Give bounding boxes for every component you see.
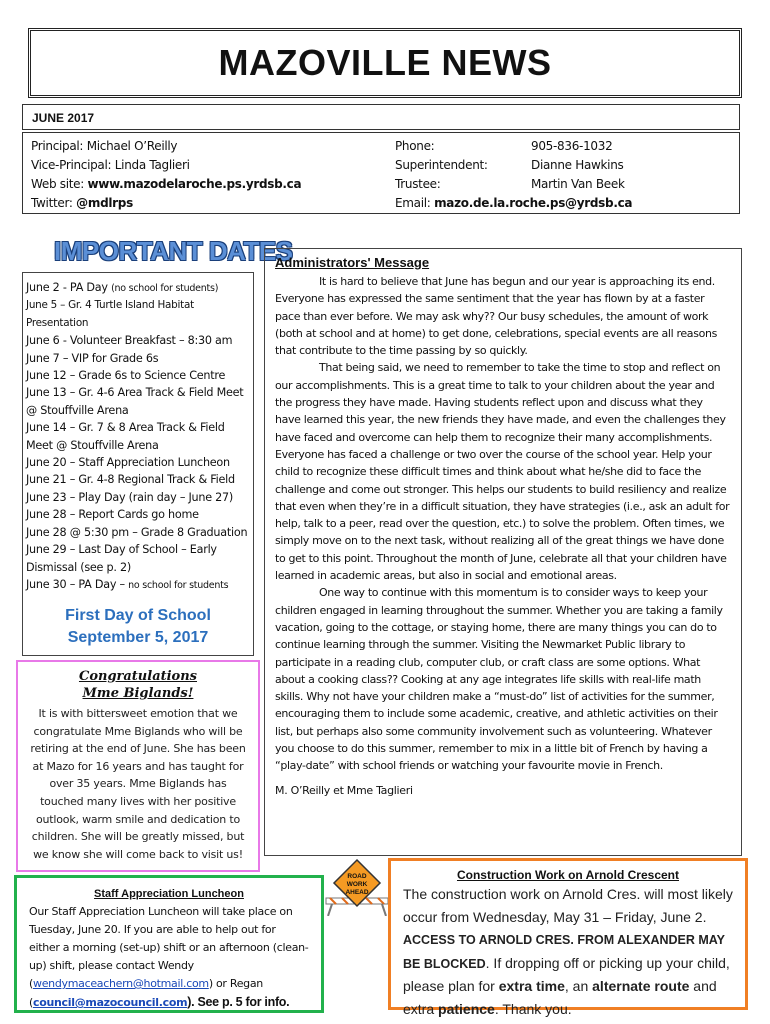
road-work-sign-icon <box>318 858 396 916</box>
website-row <box>31 177 301 191</box>
date-item: June 20 – Staff Appreciation Luncheon <box>26 456 230 470</box>
staff-appreciation-title: Staff Appreciation Luncheon <box>94 888 244 900</box>
email-row <box>395 196 632 210</box>
council-email-link[interactable]: council@mazocouncil.com <box>33 996 188 1009</box>
vice-principal-name: Linda Taglieri <box>114 158 190 172</box>
date-item: June 6 - Volunteer Breakfast – 8:30 am <box>26 334 233 348</box>
svg-text:WORK: WORK <box>346 881 368 888</box>
contact-label: Email: <box>395 196 431 210</box>
date-item <box>26 576 250 594</box>
date-item: June 7 – VIP for Grade 6s <box>26 351 159 365</box>
staff-text: Our Staff Appreciation Luncheon will take place on Tuesday, June 20. If you are able to help out for either a morning (set-up) shift or an afternoon (clean-up) shift, please contact Wendy ( <box>29 905 309 990</box>
first-day-date: September 5, 2017 <box>67 629 209 646</box>
email-link[interactable]: mazo.de.la.roche.ps@yrdsb.ca <box>434 196 633 210</box>
date-item: June 14 – Gr. 7 & 8 Area Track & Field Meet @ Stouffville Arena <box>26 421 225 452</box>
twitter-row <box>31 196 133 210</box>
date-item <box>26 279 250 297</box>
phone-value: 905-836-1032 <box>531 139 613 153</box>
construction-emphasis: extra time <box>498 978 565 994</box>
staff-appreciation-text <box>29 903 309 1012</box>
construction-text-part: . If dropping off or picking up your child, please plan for <box>403 954 730 994</box>
phone-label: Phone: <box>395 139 435 153</box>
date-text: June 30 – PA Day – <box>26 577 129 591</box>
construction-warning: ACCESS TO ARNOLD CRES. FROM ALEXANDER MAY BE BLOCKED <box>403 933 725 971</box>
date-item <box>26 297 250 332</box>
masthead <box>28 28 742 98</box>
construction-title: Construction Work on Arnold Crescent <box>456 868 679 882</box>
vice-principal-row <box>31 158 190 172</box>
congratulations-box <box>16 660 260 872</box>
date-text: June 5 – Gr. 4 Turtle Island Habitat Presentation <box>26 299 194 329</box>
admin-message-title: Administrators' Message <box>275 255 430 270</box>
construction-text-part: . Thank you. <box>494 1000 572 1017</box>
staff-see-page: ). See p. 5 for info. <box>187 995 290 1009</box>
newsletter-title: MAZOVILLE NEWS <box>218 42 552 83</box>
contact-info <box>22 132 740 214</box>
congratulations-title <box>30 668 246 702</box>
important-dates-banner: IMPORTANT DATES <box>54 236 293 266</box>
date-item: June 13 – Gr. 4-6 Area Track & Field Meet @ Stouffville Arena <box>26 386 244 417</box>
contact-label: Twitter: <box>31 196 73 210</box>
admin-signoff: M. O’Reilly et Mme Taglieri <box>275 783 413 797</box>
first-day-label: First Day of School <box>65 607 211 624</box>
superintendent-label: Superintendent: <box>395 158 488 172</box>
date-note: no school for students <box>128 579 229 591</box>
principal-name: Michael O’Reilly <box>86 139 178 153</box>
first-day-of-school <box>22 605 254 649</box>
staff-text: ) or Regan ( <box>29 977 263 1009</box>
twitter-handle[interactable]: @mdlrps <box>76 196 133 210</box>
date-item: June 21 – Gr. 4-8 Regional Track & Field <box>26 473 235 487</box>
date-item: June 28 – Report Cards go home <box>26 508 199 522</box>
date-item: June 28 @ 5:30 pm – Grade 8 Graduation <box>26 525 248 539</box>
congrats-title-line: Congratulations <box>78 669 198 684</box>
website-link[interactable]: www.mazodelaroche.ps.yrdsb.ca <box>87 177 302 191</box>
svg-text:AHEAD: AHEAD <box>345 889 369 896</box>
issue-month: JUNE 2017 <box>22 104 740 130</box>
trustee-label: Trustee: <box>395 177 441 191</box>
congrats-title-line: Mme Biglands! <box>82 686 194 701</box>
date-item: June 23 – Play Day (rain day – June 27) <box>26 490 234 504</box>
date-item: June 12 – Grade 6s to Science Centre <box>26 369 226 383</box>
important-dates-list <box>22 272 254 656</box>
administrators-message <box>264 248 742 856</box>
superintendent-value: Dianne Hawkins <box>531 158 624 172</box>
construction-text-part: and extra <box>403 978 717 1017</box>
construction-text-part: The construction work on Arnold Cres. will most likely occur from Wednesday, May 31 – Friday, June 2. <box>403 886 733 925</box>
wendy-email-link[interactable]: wendymaceachern@hotmail.com <box>33 977 209 990</box>
svg-text:ROAD: ROAD <box>347 873 367 880</box>
construction-text <box>403 883 733 1020</box>
construction-emphasis: patience <box>438 1000 495 1017</box>
construction-emphasis: alternate route <box>592 978 690 994</box>
construction-notice <box>388 858 748 1017</box>
principal-row <box>31 139 177 153</box>
date-note: (no school for students) <box>111 283 219 294</box>
trustee-value: Martin Van Beek <box>531 177 625 191</box>
contact-label: Vice-Principal: <box>31 158 112 172</box>
admin-paragraph: One way to continue with this momentum is to consider ways to keep your children engaged in learning throughout the summer. Whether you are taking a family vacation, going to the cottage, or staying home, there are many things you can do to continue learning through the summer. Visiting the Newmarket Public library to participate in a reading club, computer club, or craft class are some options. What about a cooking class?? Cooking at any age integrates life skills with real-life math skills. Why not have your children make a “must-do” list of activities for the summer, encouraging them to include some academic, creative, and athletic activities on their list, but perhaps also some community involvement such as volunteering. Whatever you choose to do this summer, remember to mix in a little bit of French by having a “play-date” with school friends or watching your favourite movie in French. <box>275 586 723 773</box>
admin-paragraph: It is hard to believe that June has begun and our year is approaching its end. Everyone has expressed the same sentiment that the year has flown by at a faster pace than ever before. We may ask why?? Our busy schedules, the amount of work (both at school and at home) to get done, celebrations, special events are all reasons that contribute to the time passing by so quickly. <box>275 275 717 358</box>
staff-appreciation-box <box>14 875 324 1013</box>
contact-label: Principal: <box>31 139 84 153</box>
admin-paragraph: That being said, we need to remember to take the time to stop and reflect on our accomplishments. This is a great time to talk to your children about the year and the progress they have made. Having students reflect upon and discuss what they have learned this year, the new friends they have made, and even the challenges they have faced and overcome can help them to recognize their many accomplishments. Everyone has faced a challenge or two over the course of the school year. Help your child to recognize these difficult times and think about what he/she did to face the challenge and come out stronger. This helps our students to build resiliency and realize that even when they’re in a difficult situation, they have strategies (i.e., ask an adult for help, talk to a peer, read over the question, etc.) to solve the problem. Often times, we simply move on to the next task, without realizing all of the great things we have done to get to this point. Throughout the month of June, celebrate all that your children have learned in academic areas, but also in social and emotional areas. <box>275 361 730 583</box>
construction-text-part: , an <box>564 978 593 994</box>
date-item: June 29 – Last Day of School – Early Dismissal (see p. 2) <box>26 543 217 574</box>
date-text: June 2 - PA Day <box>26 281 112 294</box>
contact-label: Web site: <box>31 177 84 191</box>
congratulations-text: It is with bittersweet emotion that we congratulate Mme Biglands who will be retiring at the end of June. She has been at Mazo for 16 years and has taught for over 35 years. Mme Biglands has touched many lives with her positive outlook, warm smile and dedication to children. She will be greatly missed, but we know she will come back to visit us! <box>30 707 246 861</box>
